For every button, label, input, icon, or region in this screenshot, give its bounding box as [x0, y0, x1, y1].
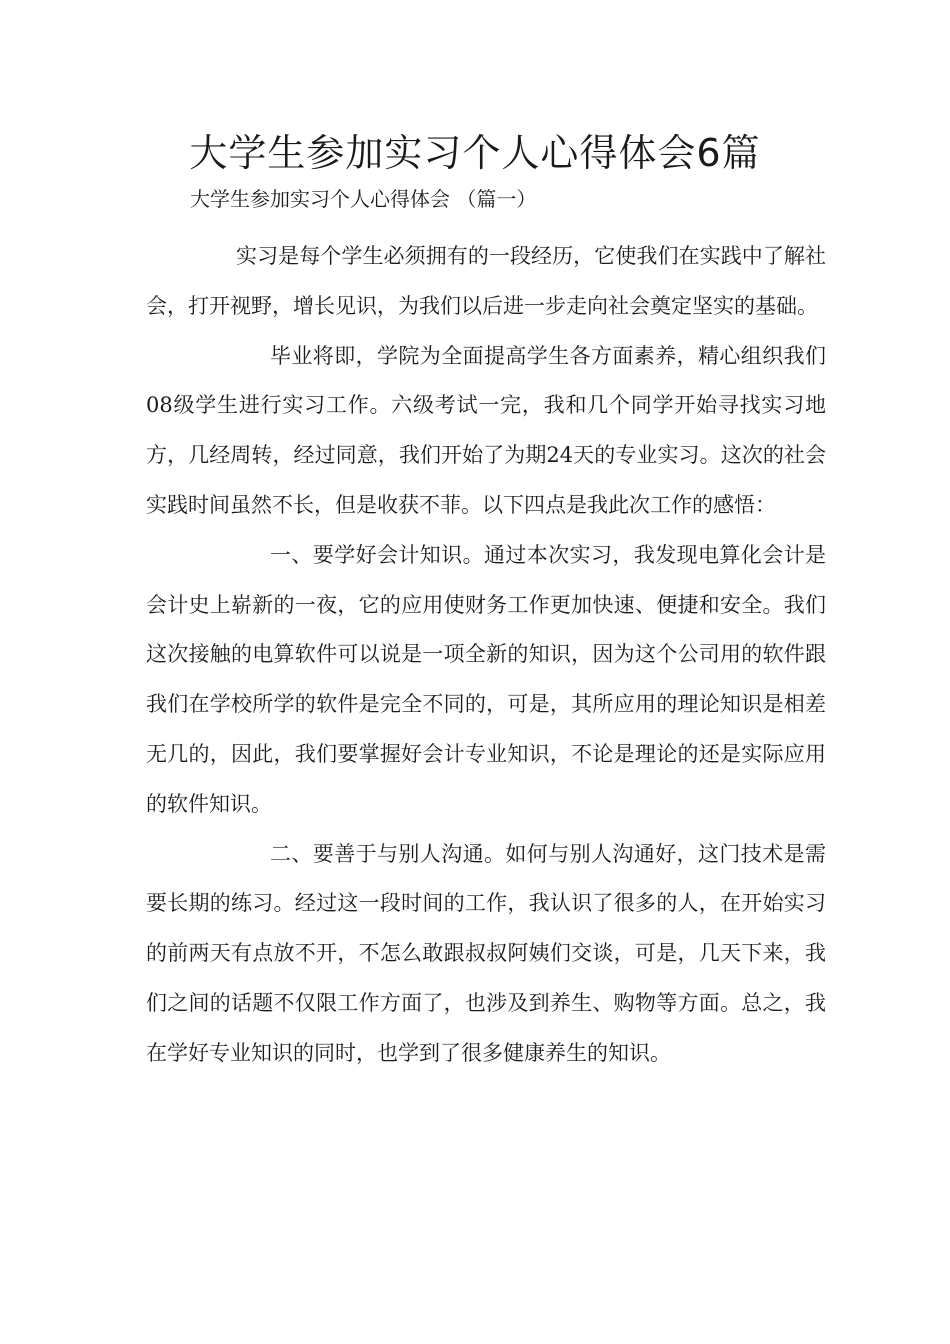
paragraph-4: 二、要善于与别人沟通。如何与别人沟通好，这门技术是需要长期的练习。经过这一段时间的工作，我认识了很多的人，在开始实习的前两天有点放不开，不怎么敢跟叔叔阿姨们交谈，可是，几天下来，我们之间的话题不仅限工作方面了，也涉及到养生、购物等方面。总之，我在学好专业知识的同时，也学到了很多健康养生的知识。 — [146, 841, 826, 1065]
document-title: 大学生参加实习个人心得体会6篇 — [189, 131, 761, 175]
paragraph-2: 毕业将即，学院为全面提高学生各方面素养，精心组织我们08级学生进行实习工作。六级考试一完，我和几个同学开始寻找实习地方，几经周转，经过同意，我们开始了为期24天的专业实习。这次的社会实践时间虽然不长，但是收获不菲。以下四点是我此次工作的感悟： — [146, 343, 826, 517]
paragraph-1: 实习是每个学生必须拥有的一段经历，它使我们在实践中了解社会，打开视野，增长见识，为我们以后进一步走向社会奠定坚实的基础。 — [146, 244, 826, 318]
section-subtitle: 大学生参加实习个人心得体会 （篇一） — [190, 187, 537, 211]
paragraph-3: 一、要学好会计知识。通过本次实习，我发现电算化会计是会计史上崭新的一夜，它的应用使财务工作更加快速、便捷和安全。我们这次接触的电算软件可以说是一项全新的知识，因为这个公司用的软件跟我们在学校所学的软件是完全不同的，可是，其所应用的理论知识是相差无几的，因此，我们要掌握好会计专业知识，不论是理论的还是实际应用的软件知识。 — [146, 542, 826, 816]
document-body — [146, 232, 826, 1079]
